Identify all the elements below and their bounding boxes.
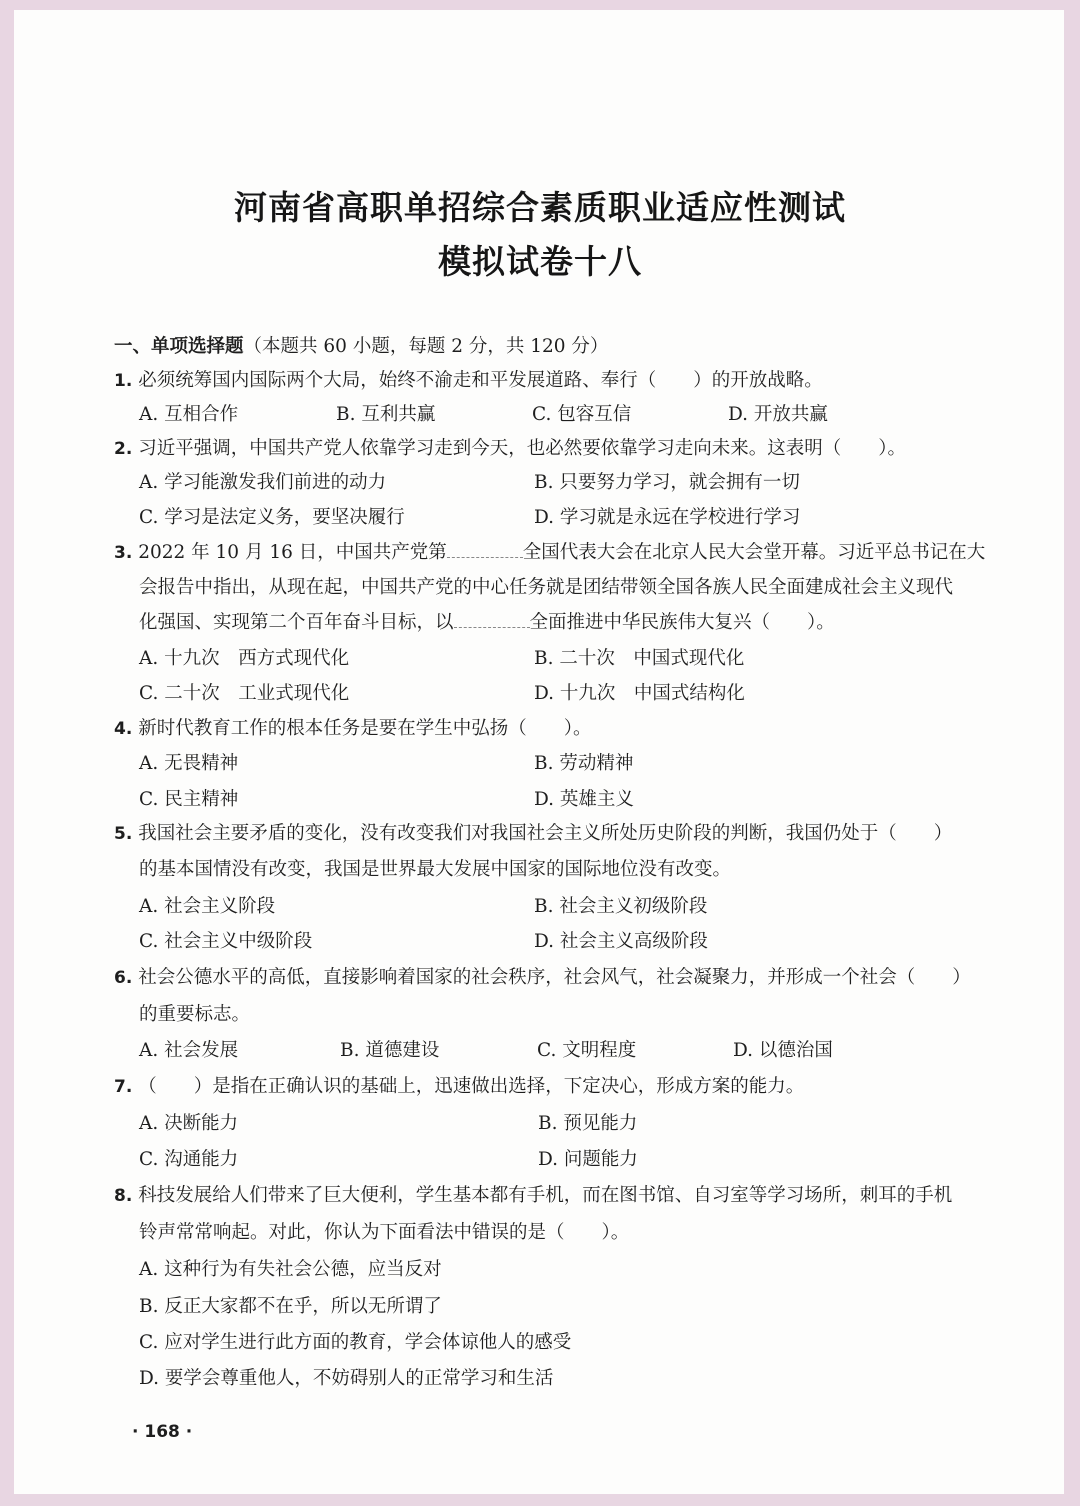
section-note: （本题共 60 小题，每题 2 分，共 120 分） xyxy=(243,336,609,357)
q3-option-d: D. 十九次 中国式结构化 xyxy=(534,683,745,704)
q1-option-d: D. 开放共赢 xyxy=(728,404,828,425)
question-4 xyxy=(114,717,591,741)
question-text: 我国社会主要矛盾的变化，没有改变我们对我国社会主义所处历史阶段的判断，我国仍处于（ ） xyxy=(138,823,953,844)
question-text: （ ）是指在正确认识的基础上，迅速做出选择，下定决心，形成方案的能力。 xyxy=(138,1076,805,1097)
question-3-line-2: 会报告中指出，从现在起，中国共产党的中心任务就是团结带领全国各族人民全面建成社会主义现代 xyxy=(139,577,954,598)
page-number: · 168 · xyxy=(132,1422,193,1442)
q3-option-c: C. 二十次 工业式现代化 xyxy=(139,683,350,704)
section-heading xyxy=(114,335,608,359)
question-number: 7. xyxy=(114,1077,133,1097)
q4-option-b: B. 劳动精神 xyxy=(534,753,634,774)
q4-option-d: D. 英雄主义 xyxy=(534,789,634,810)
question-number: 6. xyxy=(114,968,133,988)
question-text-part-a: 2022 年 10 月 16 日，中国共产党第 xyxy=(138,542,447,563)
q3-option-b: B. 二十次 中国式现代化 xyxy=(534,648,745,669)
question-6 xyxy=(114,966,971,990)
q5-option-a: A. 社会主义阶段 xyxy=(139,896,276,917)
q7-option-d: D. 问题能力 xyxy=(538,1149,638,1170)
question-3-line-3 xyxy=(139,611,835,635)
q2-option-b: B. 只要努力学习，就会拥有一切 xyxy=(534,472,800,493)
q7-option-a: A. 决断能力 xyxy=(139,1113,239,1134)
question-text: 新时代教育工作的根本任务是要在学生中弘扬（ ）。 xyxy=(138,718,592,739)
q3-option-a: A. 十九次 西方式现代化 xyxy=(139,648,350,669)
question-5 xyxy=(114,822,952,846)
section-title: 一、单项选择题 xyxy=(114,336,244,357)
question-text: 科技发展给人们带来了巨大便利，学生基本都有手机，而在图书馆、自习室等学习场所，刺耳的手机 xyxy=(138,1185,953,1206)
q2-option-d: D. 学习就是永远在学校进行学习 xyxy=(534,507,801,528)
q8-option-c: C. 应对学生进行此方面的教育，学会体谅他人的感受 xyxy=(139,1332,572,1353)
q2-option-a: A. 学习能激发我们前进的动力 xyxy=(139,472,387,493)
q8-option-a: A. 这种行为有失社会公德，应当反对 xyxy=(139,1259,442,1280)
q5-option-d: D. 社会主义高级阶段 xyxy=(534,931,708,952)
q6-option-c: C. 文明程度 xyxy=(537,1040,637,1061)
question-number: 2. xyxy=(114,439,133,459)
question-1 xyxy=(114,369,823,393)
question-5-line-2: 的基本国情没有改变，我国是世界最大发展中国家的国际地位没有改变。 xyxy=(139,859,732,880)
fill-blank xyxy=(454,611,530,628)
question-text-part-b: 全国代表大会在北京人民大会堂开幕。习近平总书记在大 xyxy=(522,542,986,563)
q7-option-c: C. 沟通能力 xyxy=(139,1149,239,1170)
question-6-line-2: 的重要标志。 xyxy=(139,1004,251,1025)
question-number: 8. xyxy=(114,1186,133,1206)
question-text-part-a: 化强国、实现第二个百年奋斗目标，以 xyxy=(139,612,454,633)
q1-option-c: C. 包容互信 xyxy=(532,404,632,425)
question-text: 必须统筹国内国际两个大局，始终不渝走和平发展道路、奉行（ ）的开放战略。 xyxy=(138,370,823,391)
q4-option-a: A. 无畏精神 xyxy=(139,753,239,774)
q1-option-a: A. 互相合作 xyxy=(139,404,239,425)
q1-option-b: B. 互利共赢 xyxy=(336,404,436,425)
question-8-line-2: 铃声常常响起。对此，你认为下面看法中错误的是（ ）。 xyxy=(139,1222,630,1243)
q8-option-d: D. 要学会尊重他人，不妨碍别人的正常学习和生活 xyxy=(139,1368,554,1389)
q6-option-b: B. 道德建设 xyxy=(340,1040,440,1061)
question-text: 习近平强调，中国共产党人依靠学习走到今天，也必然要依靠学习走向未来。这表明（ ）。 xyxy=(138,438,906,459)
question-number: 5. xyxy=(114,824,133,844)
question-7 xyxy=(114,1075,804,1099)
fill-blank xyxy=(447,541,523,558)
q5-option-c: C. 社会主义中级阶段 xyxy=(139,931,313,952)
q6-option-a: A. 社会发展 xyxy=(139,1040,239,1061)
q6-option-d: D. 以德治国 xyxy=(733,1040,833,1061)
question-number: 4. xyxy=(114,719,133,739)
q8-option-b: B. 反正大家都不在乎，所以无所谓了 xyxy=(139,1296,442,1317)
question-2 xyxy=(114,437,906,461)
question-text-part-b: 全面推进中华民族伟大复兴（ ）。 xyxy=(529,612,835,633)
question-8 xyxy=(114,1184,952,1208)
q5-option-b: B. 社会主义初级阶段 xyxy=(534,896,708,917)
exam-subtitle: 模拟试卷十八 xyxy=(438,242,642,281)
question-number: 3. xyxy=(114,543,133,563)
exam-title: 河南省高职单招综合素质职业适应性测试 xyxy=(234,188,846,227)
q7-option-b: B. 预见能力 xyxy=(538,1113,638,1134)
question-3 xyxy=(114,541,985,565)
q4-option-c: C. 民主精神 xyxy=(139,789,239,810)
question-text: 社会公德水平的高低，直接影响着国家的社会秩序，社会风气，社会凝聚力，并形成一个社会（ ） xyxy=(138,967,971,988)
question-number: 1. xyxy=(114,371,133,391)
q2-option-c: C. 学习是法定义务，要坚决履行 xyxy=(139,507,405,528)
